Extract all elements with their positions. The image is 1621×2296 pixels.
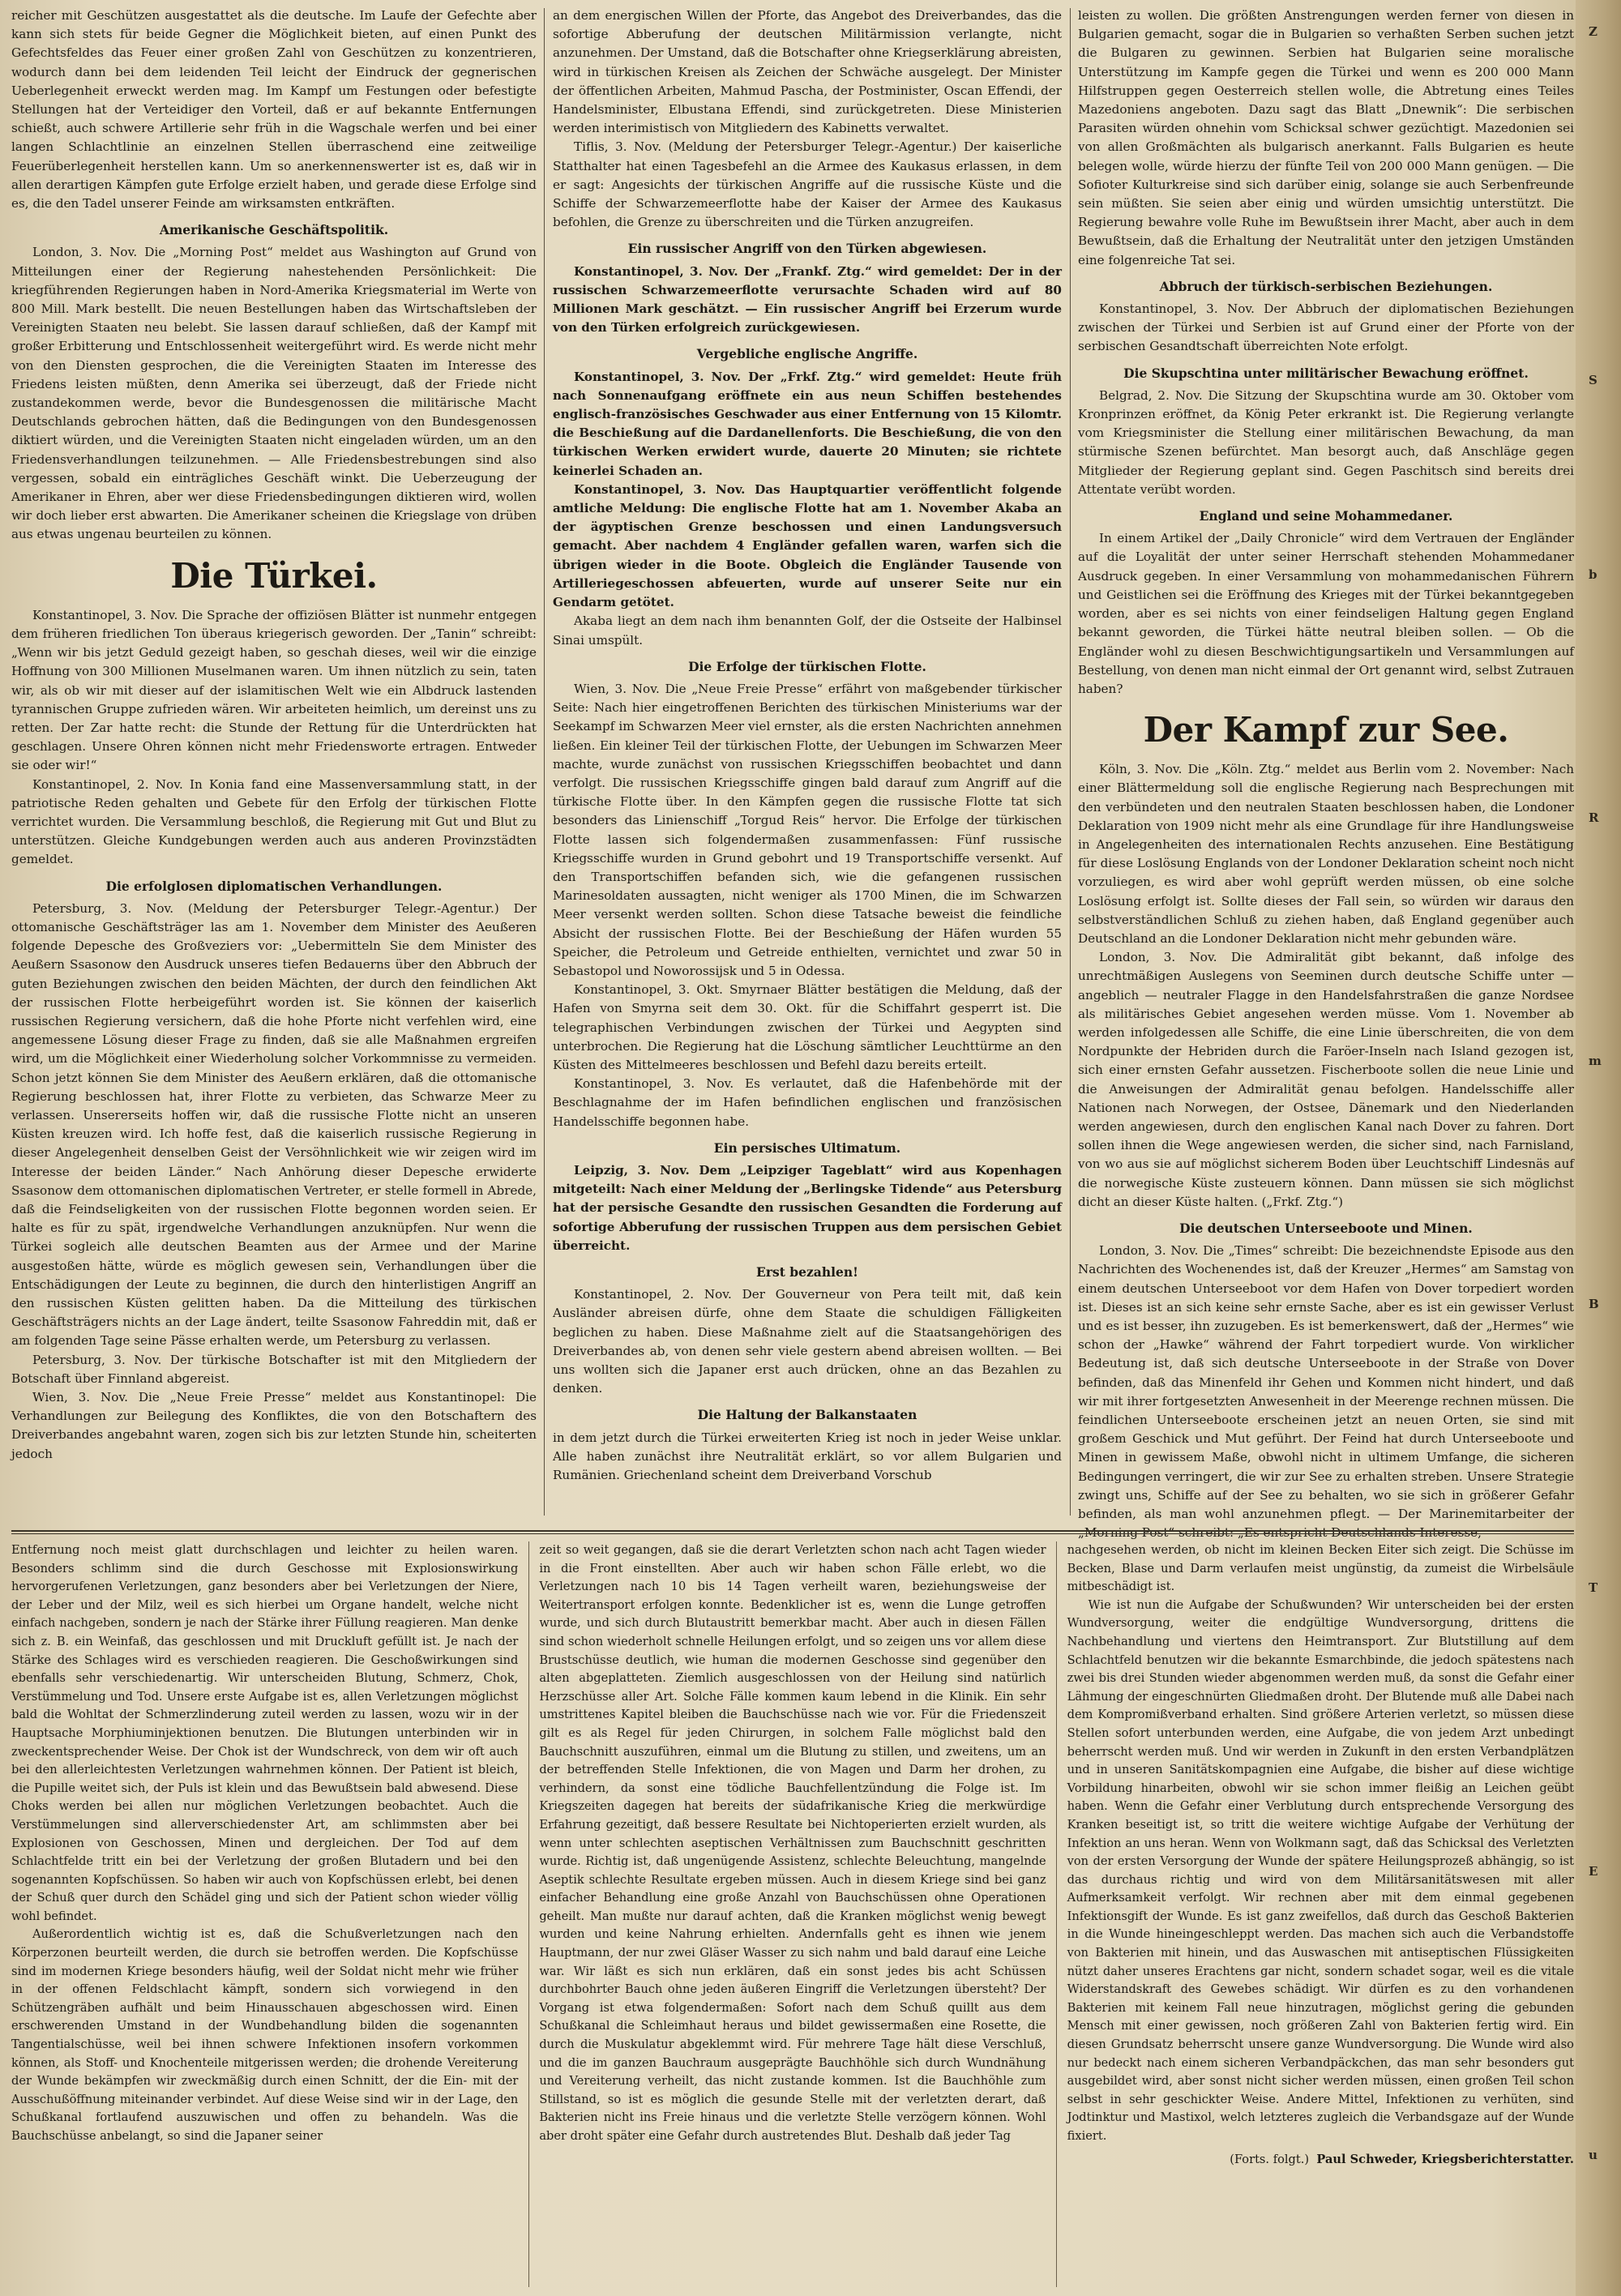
article-erzerum: Konstantinopel, 3. Nov. Der „Frankf. Ztg.“ wird gemeldet: Der in der russischen Schwarzemeerflotte verursachte Schaden wird auf 80 Millionen Mark geschätzt. — Ein russischer Angriff bei Erzerum wurde von den Türken erfolgreich zurückgewiesen. <box>553 263 1062 336</box>
heading-english-attacks: Vergebliche englische Angriffe. <box>696 346 918 362</box>
feuilleton-paragraph: Wie ist nun die Aufgabe der Schußwunden? Wir unterscheiden bei der ersten Wundversorgung, weiter die endgültige Wundversorgung, drittens die Nachbehandlung und viertens den Heimtransport. Zur Blutstillung auf dem Schlachtfeld benutzen wir die bekannte Esmarchbinde, die jedoch spätestens nach zwei bis drei Stunden wieder abgenommen werden muß, da sonst die Gefahr einer Lähmung der eingeschnürten Gliedmaßen droht. Der Blutende muß alle Dabei nach dem Kompromißverband erhalten. Sind größere Arterien verletzt, so müssen diese Stellen sofort unterbunden werden, eine Aufgabe, die von jedem Arzt unbedingt beherrscht werden muß. Und wir werden in Zukunft in den ersten Verbandplätzen und in unseren Sanitätskompagnien eine Aufgabe, die bisher auf diese wichtige Vorbildung hinarbeiten, obwohl wir sie schon immer fleißig an Leichen geübt haben. Wenn die Gefahr einer Verblutung durch entsprechende Versorgung des Kranken beseitigt ist, so tritt die weitere wichtige Aufgabe der Verhütung der Infektion an uns heran. Wenn von Wolkmann sagt, daß das Schicksal des Verletzten von der ersten Versorgung der Wunde der spätere Heilungsprozeß abhängig, so ist das durchaus richtig und wird von dem Militärsanitätswesen mit aller Aufmerksamkeit verfolgt. Wir rechnen aber mit dem einmal gegebenen Infektionsgift der Wunde. Es ist ganz zweifellos, daß durch das Geschoß Bakterien in die Wunde hineingeschleppt werden. Das machen sich auch die Verbandstoffe von Bakterien mit hinein, und das Auswaschen mit antiseptischen Flüssigkeiten nützt daher unseres Erachtens gar nicht, sondern schadet sogar, weil es die vitale Widerstandskraft des Gewebes schädigt. Wir dürfen es zu den vorhandenen Bakterien mit keinem Fall neue hinzutragen, möglichst gering die gebunden Mensch mit einer gewissen, noch größeren Zahl von Bakterien fertig wird. Ein diesen Grundsatz beherrscht unsere ganze Wundversorgung. Die Wunde wird also nur bedeckt nach einem sicheren Verbandpäckchen, das man sehr besonders gut ausgebildet wird, aber sonst nicht sicher werden müssen, einen großen Teil schon selbst in sehr geschickter Weise. Andere Mittel, Infektionen zu verhüten, sind Jodtinktur und Mastixol, welch letzteres zugleich die Verbandsgaze auf der Wunde fixiert. <box>1067 1597 1574 2143</box>
edge-letter: B <box>1589 1297 1599 1311</box>
feuilleton-paragraph: Außerordentlich wichtig ist es, daß die Schußverletzungen nach den Körperzonen beurteilt werden, die durch sie betroffen werden. Die Kopfschüsse sind im modernen Kriege besonders häufig, weil der Soldat nicht mehr wie früher in der offenen Feldschlacht kämpft, sondern sich vorwiegend in den Schützengräben aufhält und beim Hinausschauen abgeschossen wird. Einen erschwerenden Umstand in der Wundbehandlung bilden die sogenannten Tangentialschüsse, weil bei ihnen schwere Infektionen insofern vorkommen können, als Stoff- und Knochenteile mitgerissen werden; die drohende Vereiterung der Wunde bekämpfen wir zweckmäßig durch einen Schnitt, der die Ein- mit der Ausschußöffnung miteinander verbindet. Auf diese Weise sind wir in der Lage, den Schußkanal fortlaufend auszuwischen und offen zu behandeln. Was die Bauchschüsse anbelangt, so sind die Japaner seiner <box>11 1927 519 2143</box>
article-black-sea-battle: Wien, 3. Nov. Die „Neue Freie Presse“ erfährt von maßgebender türkischer Seite: Nach hier eingetroffenen Berichten des türkischen Ministeriums war der Seekampf im Schwarzen Meer viel ernster, als die ersten Nachrichten annehmen ließen. Ein kleiner Teil der türkischen Flotte, der Uebungen im Schwarzen Meer machte, wurde zunächst von russischen Kriegsschiffen beobachtet und dann verfolgt. Die russischen Kriegsschiffe gingen bald darauf zum Angriff auf die türkische Flotte über. In den Kämpfen gegen die russische Flotte tat sich besonders das Linienschiff „Torgud Reis“ hervor. Die Erfolge der türkischen Flotte lassen sich folgendermaßen zusammenfassen: Fünf russische Kriegsschiffe wurden in Grund gebohrt und 19 Transportschiffe versenkt. Auf den Transportschiffen befanden sich, wie die gefangenen russischen Marinesoldaten aussagten, nicht weniger als 1700 Minen, die im Schwarzen Meer versenkt werden sollten. Schon diese Tatsache beweist die feindliche Absicht der russischen Flotte. Bei der Beschießung der Häfen wurden 55 Speicher, die Petroleum und Getreide enthielten, vernichtet und zwar 50 in Sebastopol und Noworossijsk und 5 in Odessa. <box>553 681 1062 978</box>
edge-letter: b <box>1589 567 1597 582</box>
article-constantinople-konia: Konstantinopel, 2. Nov. In Konia fand eine Massenversammlung statt, in der patriotische Reden gehalten und Gebete für den Erfolg der türkischen Flotte verrichtet wurden. Die Versammlung beschloß, die Regierung mit Gut und Blut zu unterstützen. Gleiche Kundgebungen werden auch aus anderen Provinzstädten gemeldet. <box>11 776 537 867</box>
edge-letter: m <box>1589 1054 1602 1068</box>
author-name: Paul Schweder, Kriegsberichterstatter. <box>1316 2152 1574 2166</box>
heading-balkan-states: Die Haltung der Balkanstaaten <box>697 1407 917 1423</box>
article-harbor-seizure: Konstantinopel, 3. Nov. Es verlautet, daß die Hafenbehörde mit der Beschlagnahme der im Hafen befindlichen englischen und französischen Handelsschiffe begonnen habe. <box>553 1076 1062 1129</box>
heading-pay-first: Erst bezahlen! <box>756 1264 858 1280</box>
article-vienna-neue-freie-presse: Wien, 3. Nov. Die „Neue Freie Presse“ meldet aus Konstantinopel: Die Verhandlungen zur Beilegung des Konfliktes, die von den Botschaftern des Dreiverbandes angebahnt waren, zogen sich bis zur letzten Stunde hin, scheiterten jedoch <box>11 1390 537 1461</box>
edge-letter: E <box>1589 1864 1598 1879</box>
column-divider <box>1070 8 1071 1516</box>
article-london-morning-post: London, 3. Nov. Die „Morning Post“ meldet aus Washington auf Grund von Mitteilungen einer der Regierung nahestehenden Persönlichkeit: Die kriegführenden Regierungen haben in Nord-Amerika Kriegsmaterial im Werte von 800 Mill. Mark bestellt. Die neuen Bestellungen haben das Wirtschaftsleben der Vereinigten Staaten neu belebt. Sie lassen darauf schließen, daß der Kampf mit großer Erbitterung und Entschlossenheit weitergeführt wird. Es werde nicht mehr von den Diensten gesprochen, die die Vereinigten Staaten im Interesse des Friedens leisten müßten, denn Amerika sei überzeugt, daß der Friede nicht zustandekommen werde, bevor die Bundesgenossen die militärische Macht Deutschlands gebrochen hätten, daß die Bedingungen von den Bundesgenossen diktiert würden, und die Vereinigten Staaten nicht eingeladen würden, um an den Friedensverhandlungen teilzunehmen. — Alle Friedensbestrebungen sind also vergessen, sobald ein einträgliches Geschäft winkt. Die Ueberzeugung der Amerikaner in Ehren, aber wer diese Friedensbedingungen diktieren wird, wollen wir doch lieber erst abwarten. Die Amerikaner scheinen die Kriegslage von drüben aus etwas ungenau beurteilen zu können. <box>11 245 537 542</box>
feuilleton-signature <box>1067 2151 1574 2170</box>
feuilleton-gunshot-wounds <box>11 1541 1574 2287</box>
article-bulgaria: leisten zu wollen. Die größten Anstrengungen werden ferner von diesen in Bulgarien gemacht, sogar die in Bulgarien so verhaßten Serben suchen jetzt die Bulgaren zu gewinnen. Serbien hat Bulgarien seine moralische Unterstützung im Kampfe gegen die Türkei und wenn es 200 000 Mann Hilfstruppen gegen Oesterreich stellen wolle, die Abtretung eines Teiles Mazedoniens angeboten. Dazu sagt das Blatt „Dnewnik“: Die serbischen Parasiten würden ohnehin vom Schicksal schwer gezüchtigt. Mazedonien sei von allen Großmächten als bulgarisch anerkannt. Falls Bulgarien es heute belegen wolle, würde hierzu der fünfte Teil von 200 000 Mann genügen. — Die Sofioter Kulturkreise sind sich darüber einig, solange sie auch Serbenfreunde sein müßten. Sie seien aber einig und würden umsichtig unterstützt. Die Regierung bewahre volle Ruhe im Bewußtsein ihrer Macht, aber auch in dem Bewußtsein, daß die Erhaltung der Neutralität unter den jetzigen Umständen eine folgenreiche Tat sei. <box>1078 8 1574 267</box>
article-pera-governor: Konstantinopel, 2. Nov. Der Gouverneur von Pera teilt mit, daß kein Ausländer abreisen dürfe, ohne dem Staate die schuldigen Fälligkeiten beglichen zu haben. Diese Maßnahme zielt auf die Staatsangehörigen des Dreiverbandes ab, von denen sehr viele gestern abend abreisen wollten. — Bei uns wollten sich die Japaner erst auch drücken, ohne an das Bezahlen zu denken. <box>553 1287 1062 1396</box>
article-vienna-continued: an dem energischen Willen der Pforte, das Angebot des Dreiverbandes, das die sofortige Abberufung der deutschen Militärmission verlangte, nicht anzunehmen. Der Umstand, daß die Botschafter ohne Kriegserklärung abreisten, wird in türkischen Kreisen als Zeichen der Schwäche ausgelegt. Der Minister der öffentlichen Arbeiten, Mahmud Pascha, der Postminister, Oscan Effendi, der Handelsminister, Elbustana Effendi, sind zurückgetreten. Diese Ministerien werden interimistisch von Mitgliedern des Kabinetts verwaltet. <box>553 8 1062 136</box>
edge-letter: u <box>1589 2148 1597 2162</box>
article-persian-ultimatum: Leipzig, 3. Nov. Dem „Leipziger Tageblatt“ wird aus Kopenhagen mitgeteilt: Nach einer Meldung der „Berlingske Tidende“ aus Petersburg hat der persische Gesandte den russischen Gesandten die Forderung auf sofortige Abberufung der russischen Truppen aus dem persischen Gebiet überreicht. <box>553 1162 1062 1253</box>
heading-diplomatic-negotiations: Die erfolglosen diplomatischen Verhandlungen. <box>105 878 443 894</box>
article-tiflis: Tiflis, 3. Nov. (Meldung der Petersburger Telegr.-Agentur.) Der kaiserliche Statthalter hat einen Tagesbefehl an die Armee des Kaukasus erlassen, in dem er sagt: Angesichts der türkischen Angriffe auf die russische Küste und die Schiffe der Schwarzemeerflotte habe der Kaiser der Armee des Kaukasus befohlen, die Grenze zu überschreiten und die Türken anzugreifen. <box>553 139 1062 230</box>
heading-turkish-serbian-relations: Abbruch der türkisch-serbischen Beziehungen. <box>1159 278 1493 294</box>
article-smyrna: Konstantinopel, 3. Okt. Smyrnaer Blätter bestätigen die Meldung, daß der Hafen von Smyrna seit dem 30. Okt. für die Schiffahrt gesperrt ist. Die telegraphischen Verbindungen zwischen der Türkei und Aegypten sind unterbrochen. Die Regierung hat die Löschung sämtlicher Leuchttürme an den Küsten des Mittelmeeres beschlossen und Befehl dazu bereits erteilt. <box>553 982 1062 1072</box>
heading-american-business: Amerikanische Geschäftspolitik. <box>159 222 389 238</box>
heading-submarines-mines: Die deutschen Unterseeboote und Minen. <box>1179 1220 1473 1236</box>
article-artillery-end: reicher mit Geschützen ausgestattet als die deutsche. Im Laufe der Gefechte aber kann sich stets für beide Gegner die Möglichkeit bieten, auf einen Punkt des Gefechtsfeldes das Feuer einer großen Zahl von Geschützen zu konzentrieren, wodurch dann bei dem leidenden Teil leicht der Eindruck der gegnerischen Ueberlegenheit erweckt werden mag. Im Kampf um Festungen oder befestigte Stellungen hat der Verteidiger den Vorteil, daß er auf bekannte Entfernungen schießt, auch schwere Artillerie sehr früh in die Wagschale werfen und bei einer langen Schlachtlinie an einzelnen Stellen überraschend eine zeitweilige Feuerüberlegenheit herstellen kann. Um so anerkennenswerter ist es, daß wir in allen derartigen Kämpfen gute Erfolge erzielt haben, und gerade diese Erfolge sind es, die den Tadel unserer Feinde am wirksamsten entkräften. <box>11 8 537 212</box>
column-left <box>11 6 537 1522</box>
feuilleton-paragraph: nachgesehen werden, ob nicht im kleinen Becken Eiter sich zeigt. Die Schüsse im Becken, Blase und Darm verlaufen meist ungünstig, da zumeist die Wirbelsäule mitbeschädigt ist. <box>1067 1543 1574 1594</box>
article-akaba-note: Akaba liegt an dem nach ihm benannten Golf, der die Ostseite der Halbinsel Sinai umspült. <box>553 614 1062 648</box>
article-petersburg-depesche: Petersburg, 3. Nov. (Meldung der Petersburger Telegr.-Agentur.) Der ottomanische Geschäftsträger las am 1. November dem Minister des Aeußeren folgende Depesche des Großveziers vor: „Uebermitteln Sie dem Minister des Aeußern Ssasonow den Ausdruck unseres tiefen Bedauerns über den Abbruch der guten Beziehungen zwischen den beiden Mächten, der durch den feindlichen Akt der russischen Flotte herbeigeführt worden ist. Sie können der kaiserlich russischen Regierung versichern, daß die hohe Pforte nicht verfehlen wird, eine angemessene Lösung dieser Frage zu finden, daß sie alle Maßnahmen ergreifen wird, um die Möglichkeit einer Wiederholung solcher Vorkommnisse zu vermeiden. Schon jetzt können Sie dem Minister des Aeußern erklären, daß die ottomanische Regierung beschlossen hat, ihrer Flotte zu verbieten, das Schwarze Meer zu verlassen. Unsererseits hoffen wir, daß die russische Flotte nicht an unseren Küsten kreuzen wird. Ich hoffe fest, daß die kaiserlich russische Regierung in dieser Angelegenheit denselben Geist der Versöhnlichkeit wie wir zeigen wird im Interesse der beiden Länder.“ Nach Anhörung dieser Depesche erwiderte Ssasonow dem ottomanischen diplomatischen Vertreter, er stelle formell in Abrede, daß die Feindseligkeiten von der russischen Flotte begonnen worden seien. Er halte es für zu spät, irgendwelche Verhandlungen anzuknüpfen. Nur wenn die Türkei sogleich alle deutschen Beamten aus der Armee und der Marine ausgestoßen hätte, würde es möglich gewesen sein, Verhandlungen über die Entschädigungen der Leute zu beginnen, die durch den hinterlistigen Angriff an den russischen Küsten gelitten haben. Da die Mitteilung des türkischen Geschäftsträgers nichts an der Lage ändert, teilte Ssasonow Fahreddin mit, daß er am folgenden Tage seine Pässe erhalten werde, um Petersburg zu verlassen. <box>11 900 537 1349</box>
section-title-naval-war: Der Kampf zur See. <box>1143 710 1509 750</box>
article-constantinople-tanin: Konstantinopel, 3. Nov. Die Sprache der offiziösen Blätter ist nunmehr entgegen dem früheren friedlichen Ton überaus kriegerisch geworden. Der „Tanin“ schreibt: „Wenn wir bis jetzt Geduld gezeigt haben, so geschah dieses, weil wir die einzige Hoffnung von 300 Millionen Muselmanen waren. Um ihnen nützlich zu sein, taten wir, als ob wir mit dieser auf der islamitischen Welt wie ein Albdruck lastenden tyrannischen Gruppe zufrieden wären. Wir arbeiteten heimlich, um dereinst uns zu retten. Der Zar hatte recht: die Stunde der Rettung für die Unterdrückten hat geschlagen. Unsere Ohren können nicht mehr Friedensworte ertragen. Entweder sie oder wir!“ <box>11 607 537 773</box>
article-belgrade: Belgrad, 2. Nov. Die Sitzung der Skupschtina wurde am 30. Oktober vom Kronprinzen eröffnet, da König Peter erkrankt ist. Die Regierung verlangte vom Kriegsminister die Stellung einer militärischen Bewachung, da man stürmische Szenen befürchtet. Man besorgt auch, daß Anschläge gegen Mitglieder der Regierung geplant sind. Gegen Paschitsch sind bereits drei Attentate verübt worden. <box>1078 387 1574 497</box>
edge-letter: Z <box>1589 24 1597 39</box>
feuilleton-divider <box>11 1530 1574 1532</box>
heading-skupschtina: Die Skupschtina unter militärischer Bewachung eröffnet. <box>1123 365 1529 381</box>
article-akaba: Konstantinopel, 3. Nov. Das Hauptquartier veröffentlicht folgende amtliche Meldung: Die englische Flotte hat am 1. November Akaba an der ägyptischen Grenze beschossen und einen Landungsversuch gemacht. Aber nachdem 4 Engländer gefallen waren, warfen sich die übrigen wieder in die Boote. Obgleich die Engländer Tausende von Artilleriegeschossen abfeuerten, wurde auf unserer Seite nur ein Gendarm getötet. <box>553 481 1062 610</box>
heading-turkish-fleet-success: Die Erfolge der türkischen Flotte. <box>688 658 926 674</box>
article-serbia-break: Konstantinopel, 3. Nov. Der Abbruch der diplomatischen Beziehungen zwischen der Türkei und Serbien ist auf Grund einer der Pforte von der serbischen Gesandtschaft überreichten Note erfolgt. <box>1078 301 1574 354</box>
heading-england-mohammedans: England und seine Mohammedaner. <box>1199 508 1453 524</box>
edge-letter: S <box>1589 373 1597 387</box>
column-divider <box>544 8 545 1516</box>
article-balkan-states: in dem jetzt durch die Türkei erweiterten Krieg ist noch in jeder Weise unklar. Alle haben zunächst ihre Neutralität erklärt, so vor allem Bulgarien und Rumänien. Griechenland scheint dem Dreiverband Vorschub <box>553 1430 1062 1483</box>
feuilleton-paragraph: zeit so weit gegangen, daß sie die derart Verletzten schon nach acht Tagen wieder in die Front einstellten. Aber auch wir haben schon Fälle erlebt, wo die Verletzungen nach 10 bis 14 Tagen verheilt waren, beziehungsweise der Weitertransport erfolgen konnte. Bedenklicher ist es, wenn die Lunge getroffen wurde, und sich durch Blutaustritt bemerkbar macht. Aber auch in diesen Fällen sind schon wiederholt schnelle Heilungen erfolgt, und so zeigen uns vor allem diese Brustschüsse deutlich, wie human die modernen Geschosse sind gegenüber den alten abgeplatteten. Ziemlich ausgeschlossen von der Heilung sind natürlich Herzschüsse aller Art. Solche Fälle kommen kaum lebend in die Klinik. Ein sehr umstrittenes Kapitel bleiben die Bauchschüsse nach wie vor. Für die Friedenszeit gilt es als Regel für jeden Chirurgen, in solchem Falle möglichst bald den Bauchschnitt auszuführen, einmal um die Blutung zu stillen, und zweitens, um an der betreffenden Stelle Infektionen, die von Magen und Darm her drohen, zu verhindern, da sonst eine tödliche Bauchfellentzündung die Folge ist. Im Kriegszeiten dagegen hat bereits der südafrikanische Krieg die merkwürdige Erfahrung gezeitigt, daß bessere Resultate bei Nichtoperierten erzielt wurden, als wenn unter schlechten aseptischen Verhältnissen zum Bauchschnitt geschritten wurde. Richtig ist, daß ungenügende Assistenz, schlechte Beleuchtung, mangelnde Aseptik schlechte Resultate ergeben müssen. Auch in diesem Kriege sind bei ganz einfacher Behandlung eine große Anzahl von Bauchschüssen ohne Operationen geheilt. Man mußte nur darauf achten, daß die Kranken möglichst wenig bewegt wurden und keine Nahrung erhielten. Andernfalls geht es ihnen wie jenem Hauptmann, der nur zwei Gläser Wasser zu sich nahm und bald darauf eine Leiche war. Wir läßt es sich nun erklären, daß ein sonst jedes bis acht Schüssen durchbohrter Bauch ohne jeden äußeren Eingriff die Verletzungen übersteht? Der Vorgang ist etwa folgendermaßen: Sofort nach dem Schuß quillt aus dem Schußkanal die Schleimhaut heraus und bildet gewissermaßen eine Rosette, die durch die Muskulatur abgeklemmt wird. Für mehrere Tage hält diese Verschluß, und die im ganzen Bauchraum ausgeprägte Bauchhöhle sich durch Wundnähung und Vereiterung verheilt, das nicht zustande kommen. Ist die Bauchhöhle zum Stillstand, so ist es möglich die gesunde Stelle mit der verletzten derart, daß Bakterien nicht ins Freie hinaus und die verletzte Stelle verzögern können. Wohl aber droht später eine Gefahr durch austretendes Blut. Deshalb daß jeder Tag <box>539 1543 1046 2143</box>
heading-persian-ultimatum: Ein persisches Ultimatum. <box>713 1139 901 1156</box>
edge-letter: R <box>1589 810 1599 825</box>
adjacent-page-edge <box>1576 0 1621 2296</box>
article-dardanelles: Konstantinopel, 3. Nov. Der „Frkf. Ztg.“ wird gemeldet: Heute früh nach Sonnenaufgang eröffnete ein aus neun Schiffen bestehendes englisch-französisches Geschwader aus einer Entfernung von 15 Kilomtr. die Beschießung auf die Dardanellenforts. Die Beschießung, die von den türkischen Werken erwidert wurde, dauerte 20 Minuten; sie richtete keinerlei Schaden an. <box>553 369 1062 478</box>
article-cologne-declaration: Köln, 3. Nov. Die „Köln. Ztg.“ meldet aus Berlin vom 2. November: Nach einer Blättermeldung soll die englische Regierung nach Besprechungen mit den verbündeten und den neutralen Staaten beschlossen haben, die Londoner Deklaration von 1909 nicht mehr als eine Grundlage für ihre Handlungsweise in Angelegenheiten des internationalen Rechts anzusehen. Eine Bestätigung für diese Loslösung Englands von der Londoner Deklaration scheint noch nicht vorzuliegen, es wird aber wohl geprüft werden müssen, ob eine solche Loslösung erfolgt ist. Sollte dieses der Fall sein, so würden wir daraus den selbstverständlichen Schluß zu ziehen haben, daß England gegenüber auch Deutschland an die Londoner Deklaration nicht mehr gebunden wäre. <box>1078 762 1574 946</box>
column-middle <box>553 6 1062 1522</box>
heading-russian-attack-repelled: Ein russischer Angriff von den Türken abgewiesen. <box>627 241 987 257</box>
article-admiralty-north-sea: London, 3. Nov. Die Admiralität gibt bekannt, daß infolge des unrechtmäßigen Auslegens von Seeminen durch deutsche Schiffe unter — angeblich — neutraler Flagge in den Handelsfahrstraßen die ganze Nordsee als militärisches Gebiet angesehen werden müsse. Vom 1. November ab werden infolgedessen alle Schiffe, die eine Linie überschreiten, die von dem Nordpunkte der Hebriden durch die Faröer-Inseln nach Island gezogen ist, sich einer ernsten Gefahr aussetzen. Fischerboote sollen die neue Linie und die Anweisungen der Admiralität genau befolgen. Handelsschiffe aller Nationen nach Norwegen, der Ostsee, Dänemark und den Niederlanden werden angewiesen, durch den englischen Kanal nach Dover zu fahren. Dort sollen ihnen die Wege angewiesen werden, die sicher sind, nach Farnisland, von wo aus sie auf möglichst sicherem Boden über Leuchtschiff Lindesnäs auf die norwegische Küste zusteuern können. Dann müssen sie sich möglichst dicht an dieser Küste halten. („Frkf. Ztg.“) <box>1078 950 1574 1209</box>
column-right <box>1078 6 1574 1522</box>
feuilleton-divider-thin <box>11 1533 1574 1534</box>
article-times-hermes: London, 3. Nov. Die „Times“ schreibt: Die bezeichnendste Episode aus den Nachrichten des Wochenendes ist, daß der Kreuzer „Hermes“ am Samstag von einem deutschen Unterseeboot vor dem Hafen von Dover torpediert worden ist. Dieses ist an sich keine sehr ernste Sache, aber es ist ein gewisser Verlust und es ist besser, ihn zuzugeben. Es ist bemerkenswert, daß der „Hermes“ wie schon der „Hawke“ während der Fahrt torpediert wurde. Von wirklicher Bedeutung ist, daß sich deutsche Unterseeboote in der Straße von Dover befinden, daß das Minenfeld ihr Gehen und Kommen nicht hindert, und daß wir mit ihrer fortgesetzten Anwesenheit in der Meerenge rechnen müssen. Die feindlichen Unterseeboote erscheinen jetzt an neuen Orten, sie sind mit großem Geschick und Mut geführt. Der Feind hat durch Unterseeboote und Minen in gewissem Maße, obwohl nicht in ultimem Umfange, die sicheren Bedingungen verringert, die wir zur See zu erhalten streben. Unsere Strategie zwingt uns, Schiffe auf der See zu behalten, wo sie sich in größerer Gefahr befinden, als man wohl anzunehmen pflegt. — Der Marinemitarbeiter der <box>1078 1243 1574 1522</box>
feuilleton-paragraph: Entfernung noch meist glatt durchschlagen und leichter zu heilen waren. Besonders schlimm sind die durch Geschosse mit Explosionswirkung hervorgerufenen Verletzungen, ganz besonders aber bei Verletzungen der Niere, der Leber und der Milz, weil es sich hierbei um Organe handelt, welche nicht einfach nachgeben, sondern je nach der Stärke ihrer Füllung reagieren. Man denke sich z. B. ein Weinfaß, das geschlossen und mit Druckluft gefüllt ist. Je nach der Stärke des Schlages wird es verschieden reagieren. Die Geschoßwirkungen sind ebenfalls sehr verschiedenartig. Wir unterscheiden Blutung, Schmerz, Chok, Verstümmelung und Tod. Unsere erste Aufgabe ist es, allen Verletzungen möglichst bald die Wohltat der Schmerzlinderung zuteil werden zu lassen, wozu wir in der Hauptsache Morphiuminjektionen benutzen. Die Blutungen unterbinden wir in zweckentsprechender Weise. Der Chok ist der Wundschreck, von dem wir oft auch bei den allerleichtesten Verletzungen wahrnehmen können. Der Patient ist bleich, die Pupille weitet sich, der Puls ist klein und das Bewußtsein bald abwesend. Diese Choks werden bei allen nur möglichen Verletzungen beobachtet. Auch die Verstümmelungen sind allerverschiedenster Art, am schlimmsten aber bei Explosionen von Geschossen, Minen und dergleichen. Der Tod auf dem Schlachtfelde tritt ein bei der Verletzung der großen Blutadern und bei den sogenannten Kopfschüssen. So haben wir auch von Kopfschüssen erlebt, bei denen der Schuß quer durch den Schädel ging und sich der Patient schon wieder völlig wohl befindet. <box>11 1543 519 1923</box>
article-daily-chronicle: In einem Artikel der „Daily Chronicle“ wird dem Vertrauen der Engländer auf die Loyalität der unter seiner Herrschaft stehenden Mohammedaner Ausdruck gegeben. In einer Versammlung von mohammedanischen Führern und Geistlichen sei die Eröffnung des Krieges mit der Türkei bekanntgegeben worden, aber es sei nichts von einer feindseligen Haltung gegen England bekannt geworden, die Türkei hätte neutral bleiben sollen. — Ob die Engländer wohl zu diesen Beschwichtigungsartikeln und Versammlungen auf Bestellung, von denen man nicht einmal der Ort genannt wird, selbst Zutrauen haben? <box>1078 531 1574 696</box>
continuation-note: (Forts. folgt.) <box>1230 2152 1310 2166</box>
edge-letter: T <box>1589 1580 1598 1595</box>
section-title-turkey: Die Türkei. <box>170 555 378 596</box>
article-petersburg-ambassador: Petersburg, 3. Nov. Der türkische Botschafter ist mit den Mitgliedern der Botschaft über Finnland abgereist. <box>11 1352 537 1386</box>
